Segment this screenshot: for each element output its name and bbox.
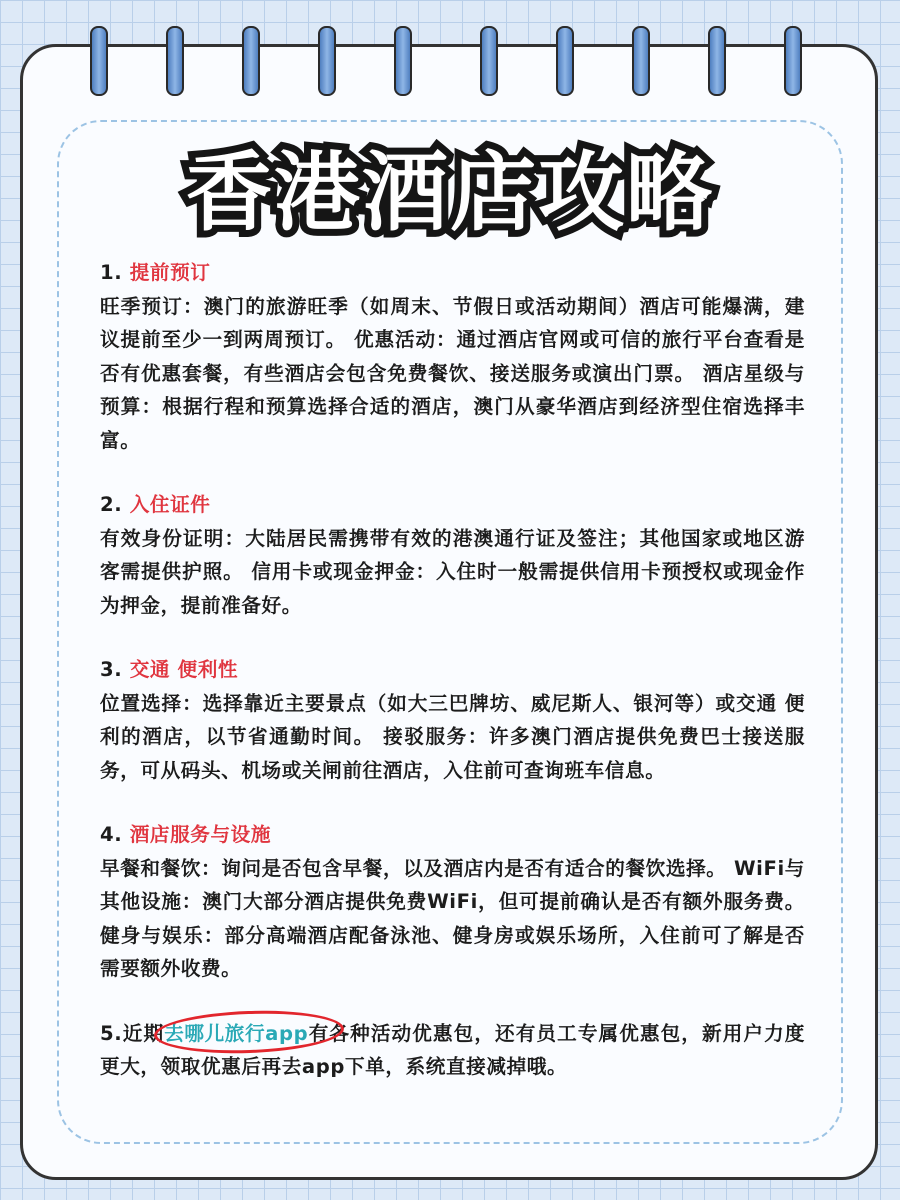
section-number: 1. (100, 261, 123, 284)
section-booking (100, 256, 805, 457)
promo-prefix: 5.近期 (100, 1021, 165, 1045)
section-title: 提前预订 (129, 261, 211, 284)
page-title: 香港酒店攻略 (186, 143, 714, 243)
binder-ring (242, 26, 260, 96)
section-number: 3. (100, 658, 123, 681)
section-number: 4. (100, 823, 123, 846)
binder-ring (556, 26, 574, 96)
section-heading (100, 488, 805, 522)
section-heading (100, 653, 805, 687)
section-title: 入住证件 (129, 493, 211, 516)
binder-ring (394, 26, 412, 96)
binder-ring (632, 26, 650, 96)
binder-ring (480, 26, 498, 96)
promo-suffix: 有各种活动优惠包，还有员工专属优惠包，新用户力度更大，领取优惠后再去app下单，系统直接减掉哦。 (100, 1021, 805, 1078)
binder-ring (318, 26, 336, 96)
app-link[interactable] (164, 1017, 308, 1051)
section-heading (100, 256, 805, 290)
section-body: 旺季预订：澳门的旅游旺季（如周末、节假日或活动期间）酒店可能爆满，建议提前至少一到两周预订。 优惠活动：通过酒店官网或可信的旅行平台查看是否有优惠套餐，有些酒店会包含免费餐饮、接送服务或演出门票。 酒店星级与预算：根据行程和预算选择合适的酒店，澳门从豪华酒店到经济型住宿选择丰富。 (100, 294, 805, 452)
section-body: 有效身份证明：大陆居民需携带有效的港澳通行证及签注；其他国家或地区游客需提供护照。 信用卡或现金押金：入住时一般需提供信用卡预授权或现金作为押金，提前准备好。 (100, 526, 805, 617)
app-link-label: 去哪儿旅行app (164, 1021, 309, 1045)
section-promo (100, 1017, 805, 1084)
section-title: 交通 便利性 (129, 658, 239, 681)
section-transport (100, 653, 805, 787)
section-title: 酒店服务与设施 (129, 823, 272, 846)
article-content (100, 256, 805, 1084)
promo-text (100, 1017, 805, 1084)
section-number: 2. (100, 493, 123, 516)
binder-ring (166, 26, 184, 96)
binder-ring (708, 26, 726, 96)
section-heading (100, 818, 805, 852)
section-body: 位置选择：选择靠近主要景点（如大三巴牌坊、威尼斯人、银河等）或交通 便利的酒店，以节省通勤时间。 接驳服务：许多澳门酒店提供免费巴士接送服务，可从码头、机场或关闸前往酒店，入住前可查询班车信息。 (100, 691, 805, 782)
section-services (100, 818, 805, 986)
binder-ring (90, 26, 108, 96)
binder-ring (784, 26, 802, 96)
section-checkin-documents (100, 488, 805, 622)
section-body: 早餐和餐饮：询问是否包含早餐，以及酒店内是否有适合的餐饮选择。 WiFi与其他设施：澳门大部分酒店提供免费WiFi，但可提前确认是否有额外服务费。 健身与娱乐：部分高端酒店配备泳池、健身房或娱乐场所，入住前可了解是否需要额外收费。 (100, 856, 805, 980)
